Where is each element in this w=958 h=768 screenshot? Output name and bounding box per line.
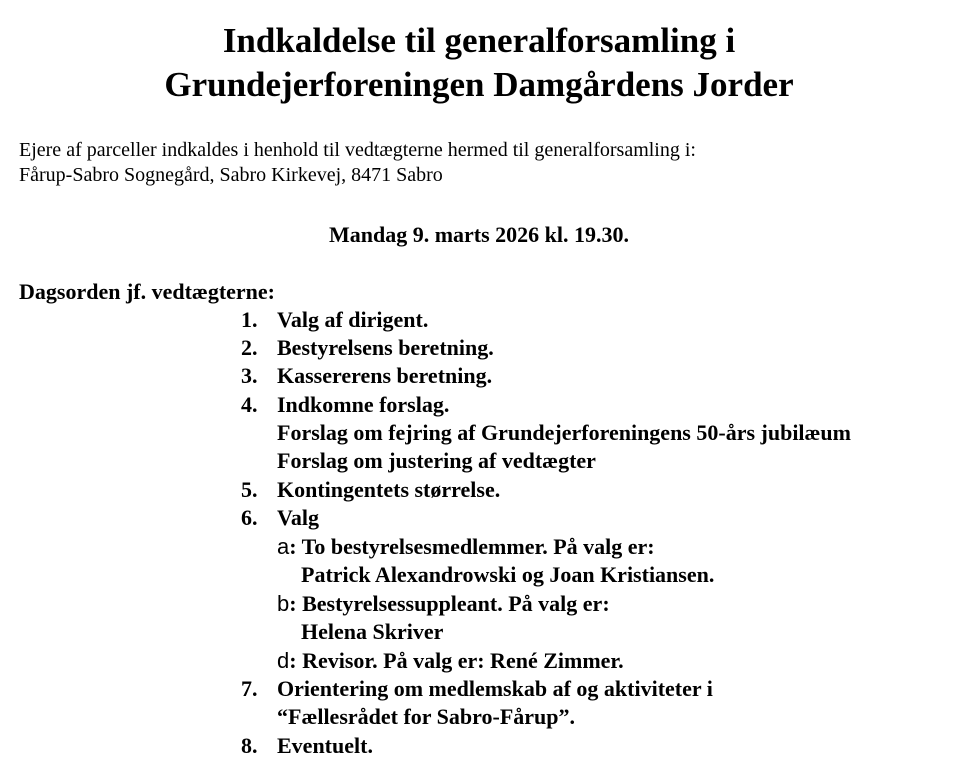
agenda-item-text: Valg <box>277 505 319 530</box>
agenda-item-text: Kassererens beretning. <box>277 363 493 388</box>
agenda-item-number: 6. <box>241 505 258 530</box>
agenda-item-number: 7. <box>241 676 258 701</box>
sub-continuation: Patrick Alexandrowski og Joan Kristiansen. <box>301 562 715 587</box>
agenda-item-number: 5. <box>241 477 258 502</box>
agenda-item-text: Indkomne forslag. <box>277 392 450 417</box>
agenda-item-text: Orientering om medlemskab af og aktiviteter i <box>277 676 713 701</box>
agenda-item-number: 4. <box>241 392 258 417</box>
sub-letter: a <box>277 534 290 559</box>
intro-text-line-1: Ejere af parceller indkaldes i henhold til vedtægterne hermed til generalforsamling i: <box>19 139 696 161</box>
agenda-item-number: 3. <box>241 363 258 388</box>
agenda-item-number: 1. <box>241 307 258 332</box>
agenda-item-number: 2. <box>241 335 258 360</box>
sub-letter: d <box>277 648 290 673</box>
sub-letter: b <box>277 591 290 616</box>
sub-text: : Bestyrelsessuppleant. På valg er: <box>289 591 610 616</box>
document-title-line-1: Indkaldelse til generalforsamling i <box>222 21 736 60</box>
agenda-item-text: “Fællesrådet for Sabro-Fårup”. <box>277 704 575 729</box>
document-title-line-2: Grundejerforeningen Damgårdens Jorder <box>164 65 794 104</box>
meeting-date: Mandag 9. marts 2026 kl. 19.30. <box>328 222 630 247</box>
intro-venue-line: Fårup-Sabro Sognegård, Sabro Kirkevej, 8471 Sabro <box>19 164 443 186</box>
sub-text: : Revisor. På valg er: René Zimmer. <box>289 648 624 673</box>
agenda-item-text: Kontingentets størrelse. <box>277 477 501 502</box>
agenda-heading: Dagsorden jf. vedtægterne: <box>19 279 275 304</box>
agenda-item-text: Bestyrelsens beretning. <box>277 335 494 360</box>
sub-continuation: Helena Skriver <box>301 619 444 644</box>
proposal-text: Forslag om fejring af Grundejerforeningens 50-års jubilæum <box>277 420 851 445</box>
proposal-text: Forslag om justering af vedtægter <box>277 448 596 473</box>
agenda-item-text: Eventuelt. <box>277 733 373 758</box>
agenda-item-text: Valg af dirigent. <box>277 307 429 332</box>
agenda-item-number: 8. <box>241 733 258 758</box>
sub-text: : To bestyrelsesmedlemmer. På valg er: <box>289 534 655 559</box>
